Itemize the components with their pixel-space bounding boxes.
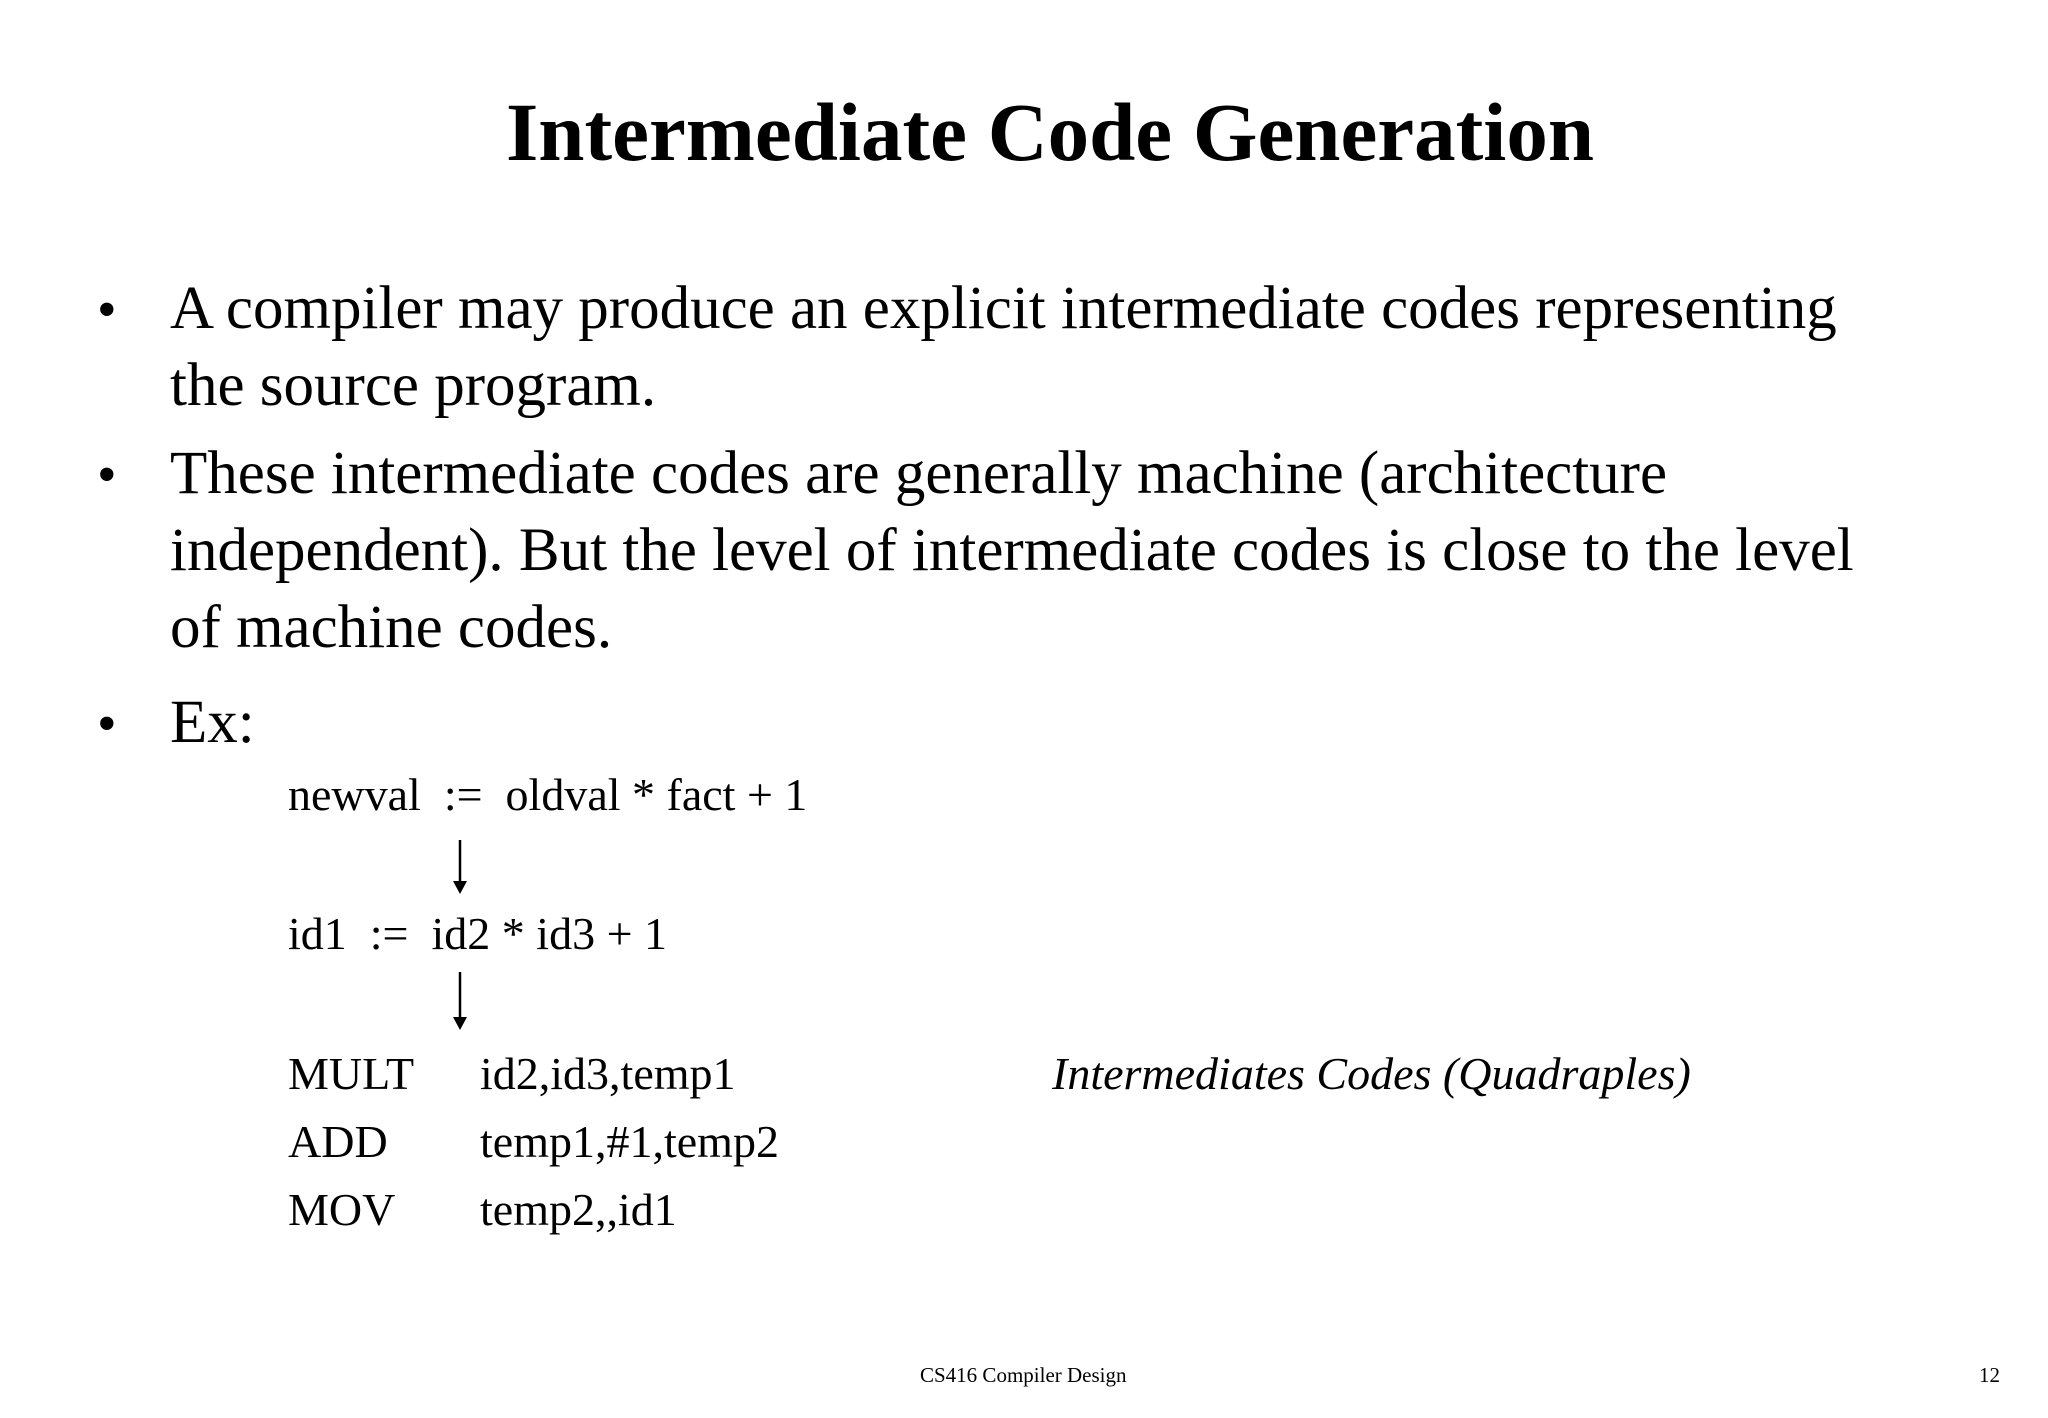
down-arrow-icon [450, 838, 470, 896]
down-arrow-icon [450, 970, 470, 1032]
quad-op: ADD [288, 1116, 388, 1167]
bullet-line: A compiler may produce an explicit intermediate codes representing [170, 275, 1837, 342]
bullet-text [170, 435, 1970, 666]
bullet-line: Ex: [170, 689, 255, 756]
footer-course: CS416 Compiler Design [920, 1363, 1127, 1387]
bullet-line: of machine codes. [170, 594, 613, 661]
page-number: 12 [1979, 1363, 2000, 1387]
bullet-line: independent). But the level of intermediate codes is close to the level [170, 517, 1854, 584]
bullet-line: the source program. [170, 352, 657, 419]
quad-args: id2,id3,temp1 [480, 1048, 736, 1099]
bullet-marker: • [97, 279, 117, 341]
bullet-text [170, 684, 1970, 761]
bullet-line: These intermediate codes are generally machine (architecture [170, 440, 1668, 507]
quadruples-note: Intermediates Codes (Quadraples) [1052, 1048, 1691, 1099]
quad-args: temp2,,id1 [480, 1184, 677, 1235]
bullet-text [170, 270, 1970, 424]
slide-title: Intermediate Code Generation [506, 86, 1594, 178]
quad-args: temp1,#1,temp2 [480, 1116, 779, 1167]
quad-op: MOV [288, 1184, 396, 1235]
quad-op: MULT [288, 1048, 415, 1099]
bullet-marker: • [97, 444, 117, 506]
source-statement: newval := oldval * fact + 1 [288, 769, 808, 820]
token-statement: id1 := id2 * id3 + 1 [288, 908, 668, 959]
bullet-marker: • [97, 693, 117, 755]
